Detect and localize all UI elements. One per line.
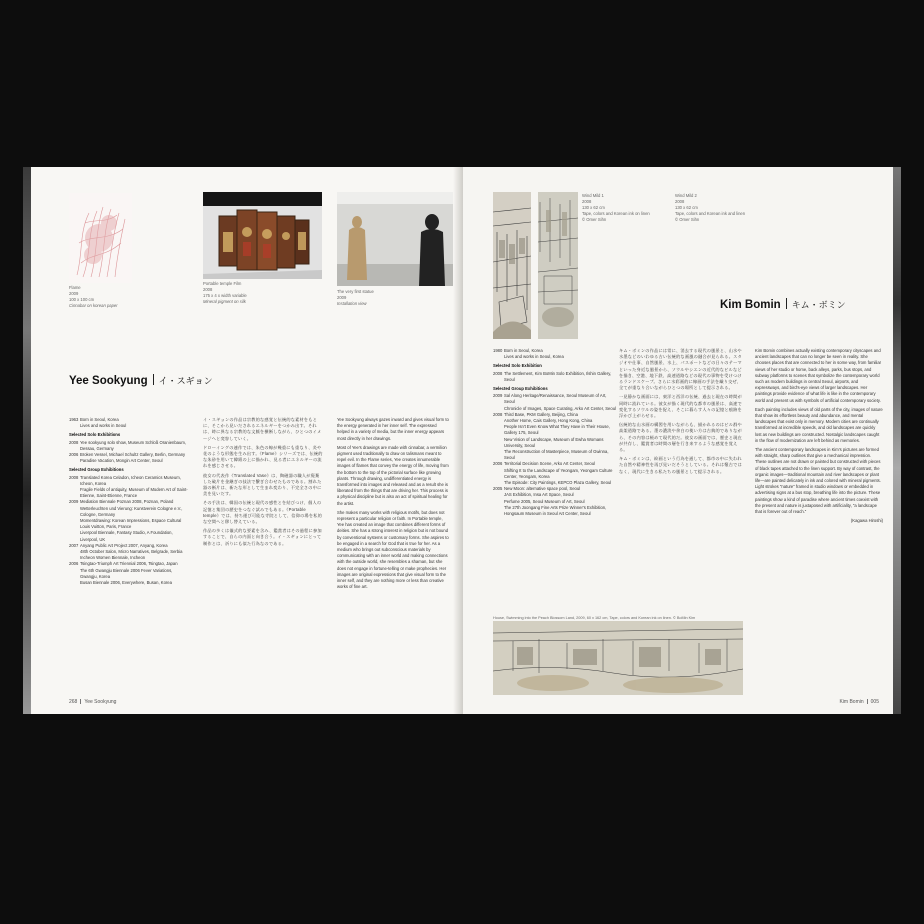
exhibition-year: 2009: [69, 499, 79, 505]
exhibition-year: [69, 518, 80, 530]
bio-year: [493, 354, 504, 360]
exhibition-year: [69, 506, 80, 518]
exhibition-text: The 27th Joongang Fine Arts Prize Winner's Exhibition, Hongsaum Museum in Seoul Art Center, Seoul: [504, 504, 607, 517]
exhibition-text: Third Base, PKM Gallery, Beijing, China: [504, 411, 578, 417]
exhibition-row: [69, 487, 191, 499]
exhibition-year: 2008: [69, 439, 79, 445]
exhibition-text: The Episode: City Paintings, KEPCO Plaza Gallery, Seoul: [504, 480, 612, 486]
statue-installation-image: [337, 192, 453, 286]
exhibitions-column: [69, 417, 191, 586]
english-paragraph: Kim Bomin combines actually existing contemporary cityscapes and ancient landscapes that can no longer be seen in reality. She chooses places that are connected to her in some way, from familiar views of her studio or home, back alleys, parks, bus stops, and subway platforms to scenes that symbolize the contemporary world such as modern buildings in central Seoul, airports, and expressways, and bird's-eye views of larger landscapes. Her paintings provide evidence of what life is like in the contemporary world and present us with symbols of artificial contemporary society.: [755, 348, 882, 403]
caption-line: 175 x 4 x width variable: [203, 293, 247, 298]
exhibition-text: Territorial Decision Scene, Arko Art Center, Seoul: [504, 461, 596, 467]
exhibition-row: [69, 568, 191, 580]
exhibition-row: [493, 393, 617, 405]
exhibition-text: 48th October Salon, Micro Narratives, Belgrade, Serbia: [80, 549, 183, 555]
page-number: 005: [870, 699, 879, 705]
footer-artist-name: Kim Bomin: [839, 699, 864, 705]
exhibition-text: Mediation Biennale Poznan 2008, Poznan, Poland: [80, 499, 174, 505]
caption-line: Tape, colors and Korean ink and linen: [675, 211, 746, 216]
exhibition-year: 2009: [493, 393, 503, 399]
caption-line: House, Swimming into the Peach Blossom Land, 2009, 60 x 162 cm, Tape, colors and Korean ink on linen. © BoMin Kim: [493, 616, 696, 620]
exhibition-text: The 6th Gwangju Biennale 2006 Fever Variations, Gwangju, Korea: [80, 567, 173, 579]
japanese-paragraph: 伝統的な山水画の構図を用いながらも、描かれるのはビル群や高架道路である。墨の濃淡や余白の使い方は古典的でありながら、その内容は極めて現代的だ。彼女の画面では、歴史と現在が共存し、鑑賞者は時間の層を行き来するような感覚を覚える。: [619, 422, 742, 453]
right-page-footer: [839, 699, 879, 705]
bio-year: 1980: [493, 348, 503, 353]
japanese-paragraph: その手法は、韓国の伝統と現代の感性とを結びつけ、個人の記憶と集団の歴史をつなぐ試みでもある。《Portable temple》では、持ち運び可能な寺院として、信仰の場を私的な空間へと移し替えている。: [203, 500, 322, 525]
exhibition-text: Translated Korea Celadon, Icheon Ceramics Museum, Icheon, Korea: [80, 474, 181, 486]
exhibition-year: 2007: [69, 542, 79, 548]
exhibition-row: [69, 440, 191, 452]
caption-line: The very first statue: [337, 289, 374, 294]
caption-line: 130 x 62 cm: [582, 205, 605, 210]
exhibition-row: [493, 449, 617, 461]
caption-line: 2009: [337, 295, 347, 300]
right-page-edge-photo: [893, 167, 901, 714]
exhibition-row: [69, 475, 191, 487]
exhibition-year: 2006: [69, 561, 79, 567]
exhibition-row: [493, 468, 617, 480]
group-exhibitions-heading: Selected Group Exhibitions: [69, 467, 124, 473]
caption-line: Wind Mild 2: [675, 193, 697, 198]
artist-name-jp: イ・スギョン: [158, 376, 213, 386]
bio-row: [493, 354, 617, 360]
english-paragraph: Yee Sookyung always gazes inward and gives visual form to the energy generated in her inner self. The expressed helped in a variety of media, but the inner energy appears most directly in her drawings.: [337, 417, 449, 441]
japanese-essay-column: [203, 417, 323, 550]
exhibition-row: [493, 424, 617, 436]
exhibition-row: [69, 580, 191, 586]
exhibition-text: JAS Exhibition, Insa Art Space, Seoul: [504, 492, 574, 498]
caption-line: Wind Mild 1: [582, 193, 604, 198]
exhibition-text: Yee sookyung solo show, Museum Schloß Oranienbaum, Dessau, Germany: [80, 439, 186, 451]
exhibition-text: People Isn't Even Know What They Have in Their House, Gallery 175, Seoul: [504, 424, 610, 436]
japanese-paragraph: 彼女の代表作《Translated Vase》は、陶磁器の職人が廃棄した破片を金継ぎの技法で繋ぎ合わせたものである。割れた器の断片は、新たな形として生まれ変わり、不完全さの中に美を見いだす。: [203, 472, 322, 497]
exhibition-year: [69, 458, 80, 464]
exhibition-text: Sal Along Heritage/Renaissance, Seoul Museum of Art, Seoul: [504, 393, 607, 405]
english-paragraph: Most of Yee's drawings are made with cinnabar, a vermilion pigment used traditionally to draw on talismans meant to repel evil. In the Flame series, Yee creates innumerable images of flames that convey the energy of life, moving from the bottom to the top of the pictorial surface like growing plants. Through drawing, undifferentiated energy is transformed into images and released and as a result she is liberated from the things that are driving her. This process is a physical discipline but is also an act of spiritual healing for the artist.: [337, 444, 449, 506]
exhibition-row: [493, 505, 617, 517]
exhibition-year: 2008: [69, 474, 79, 480]
left-page-edge-photo: [23, 167, 31, 714]
book-spread: [23, 167, 901, 714]
exhibition-year: [493, 468, 504, 480]
japanese-paragraph: イ・スギョンの作品は宗教的な感覚と伝統的な素材をもとに、そこから見いだされるエネルギーをつかみ出す。それは、時に異なる宗教的な文脈を横断しながら、ひとつのイメージへと変容していく。: [203, 417, 322, 441]
caption-line: 100 x 100 cm: [69, 297, 95, 302]
english-essay-column: [755, 348, 883, 524]
right-page: [463, 167, 901, 714]
exhibition-year: [493, 424, 504, 436]
wind-mild-1-image: [493, 192, 531, 339]
footer-divider: [867, 699, 868, 704]
english-essay-column: [337, 417, 449, 593]
flame-artwork-image: [69, 193, 132, 283]
wind-mild-2-caption: [675, 193, 745, 223]
exhibition-text: Anyang Public Art Project 2007, Anyang, Korea: [80, 542, 168, 548]
exhibition-text: The Settlement, Kim BoMin Solo Exhibition, Ilshin Gallery, Seoul: [504, 370, 612, 382]
exhibition-text: Shifting It to the Landscape of Yeongam, Yeongam Culture Center, Yeongam, Korea: [504, 467, 613, 479]
exhibition-text: Perfume 2005, Seoul Museum of Art, Seoul: [504, 498, 585, 504]
exhibition-year: 2008: [493, 370, 503, 376]
english-paragraph: She makes many works with religious motifs, but does not represent a particular religion or faith. In Portable temple, Yee has created an image that combines different forms of deities. She has a strong interest in religion but is not bound by conventional systems or customary forms. She aspires to be engaged in a search for God that is true for her. As a medium who brings out subconscious materials by communicating with an inner world and making connections with the outside world, she resembles a shaman, but she does not engage in fortune-telling or make prophecies. Her images are original expressions that give visual form to the inner self, and they are nothing more or less than creative works of fine art.: [337, 509, 449, 590]
portable-temple-caption: [203, 281, 247, 305]
exhibition-year: 2005: [493, 486, 503, 492]
exhibition-text: Fragile Fields of antiquity, Museum of Modern Art of Saint-Etienne, Saint-Etienne, France: [80, 487, 188, 499]
exhibition-year: 2006: [493, 461, 503, 467]
artist-name: Yee Sookyung: [69, 375, 148, 387]
japanese-paragraph: キム・ボミンの作品には常に、消去する現代の風景と、山水や水墨などのいわゆる古い伝統的な画風の融合が見られる。スタジオや仕事、自然風景、水上、パスポートなどの日々のテーマといった身近な風景から、ソウルやシエンの近代的なビルなどを描き、空港、地下鉄、高速道路などの現代の事物を受けつけるランドスケープ。さらに水彩画的に線画の手法を織り交ぜ、全てが重なり合いながらひとつの場所として提示される。: [619, 348, 742, 391]
wind-mild-1-caption: [582, 193, 650, 223]
essay-credit: (Kagawa Hiroshi): [850, 518, 883, 524]
exhibition-year: 2006: [69, 452, 79, 458]
caption-line: 2008: [203, 287, 213, 292]
exhibition-year: [69, 568, 80, 580]
exhibition-text: Liverpool Biennale, Fantasy Studio, A Foundation, Liverpool, UK: [80, 530, 173, 542]
exhibition-year: [69, 487, 80, 499]
footer-divider: [80, 699, 81, 704]
exhibition-row: [69, 530, 191, 542]
japanese-paragraph: キム・ボミンは、絵画という行為を通して、都市の中に失われた自然や精神性を再び見いだそうとしている。それは懐古ではなく、現代に生きる私たちの風景として提示される。: [619, 456, 742, 474]
caption-line: © Omer Sihn: [582, 217, 607, 222]
solo-exhibitions-heading: Selected Solo Exhibitions: [69, 432, 121, 438]
solo-exhibition-heading: Selected Solo Exhibition: [493, 363, 542, 369]
bio-text: Lives and works in Seoul, Korea: [504, 354, 564, 360]
caption-line: Mineral pigment on silk: [203, 299, 246, 304]
exhibition-row: [493, 371, 617, 383]
caption-line: © Omer Sihn: [675, 217, 700, 222]
exhibition-year: [493, 505, 504, 517]
exhibition-text: Incheon Women Biennale, Incheon: [80, 555, 146, 561]
exhibition-text: Wetterleuchten und Vierung: Kunstverein Cologne e.V., Cologne, Germany: [80, 505, 183, 517]
exhibition-text: New Vision of Landscape, Museum of Ewha Womans University, Seoul: [504, 436, 604, 448]
left-page: [23, 167, 461, 714]
bio-row: [69, 423, 191, 429]
footer-artist-name: Yee Sookyung: [84, 699, 117, 705]
exhibition-row: [69, 518, 191, 530]
exhibition-text: Chronicle of Images, Space Curating, Arko Art Center, Seoul: [504, 405, 616, 411]
bio-year: [69, 423, 80, 429]
english-paragraph: Each painting includes views of old parts of the city, images of nature that show its effortless beauty and abundance, and mental landscapes that exist only in memory. Modern cities are continually transformed at incredible speeds, and old landscapes are quickly lost as new buildings are constructed. Nostalgic landscapes caught in the flow of modernization are left behind as memories.: [755, 406, 883, 443]
exhibition-row: [69, 506, 191, 518]
panorama-artwork-image: [493, 621, 743, 695]
group-exhibitions-heading: Selected Group Exhibitions: [493, 386, 548, 392]
caption-line: 2008: [675, 199, 685, 204]
caption-line: 130 x 62 cm: [675, 205, 698, 210]
title-divider: [786, 298, 787, 309]
exhibition-text: Momentdrawing: Korean Impressions, Espace Cultural Louis Vuitton, Paris, France: [80, 518, 182, 530]
exhibition-year: [69, 580, 80, 586]
artist-title: [720, 298, 846, 311]
caption-line: Tape, colors and Korean ink on linen: [582, 211, 650, 216]
exhibition-text: Paradise Vacation, Mongin Art Center, Seoul: [80, 458, 163, 464]
japanese-paragraph: 作品の多くは儀式的な要素を含み、鑑賞者はその過程に参加することで、自らの内面と向き合う。イ・スギョンにとって制作とは、祈りにも似た行為なのである。: [203, 528, 322, 546]
exhibition-text: Busan Biennale 2006, Everywhere, Busan, Korea: [80, 580, 172, 586]
artist-name-jp: キム・ボミン: [791, 300, 846, 310]
wind-mild-2-image: [538, 192, 578, 339]
exhibition-year: 2008: [493, 411, 503, 417]
exhibition-text: New Moon: alternative space pool, Seoul: [504, 486, 581, 492]
caption-line: 2008: [582, 199, 592, 204]
artist-title: [69, 374, 213, 387]
exhibition-year: [493, 449, 504, 461]
exhibition-row: [69, 458, 191, 464]
caption-line: Portable temple Film: [203, 281, 242, 286]
exhibition-text: Broken Vessel, Michael Schultz Gallery, Berlin, Germany: [80, 452, 186, 458]
exhibition-text: Tsingtao-Triumph Art Triennial 2006, Tsingtao, Japan: [80, 561, 178, 567]
caption-line: Cinnabar on korean paper: [69, 303, 118, 308]
exhibition-text: Another Home, Cais Gallery, Hong Kong, China: [504, 418, 593, 424]
english-paragraph: The ancient contemporary landscapes in Kim's pictures are formed with straight, sharp outlines that give a mechanical impression. These outlines are not drawn or painted but constructed with pieces of black tapes attached to the linen support. By way of contrast, the organic images—traditional mountain and river landscapes or plant life—are painted delicately in ink and colored with mineral pigments. Light strokes "nature" framed in studio windows or embedded in advertising signs at a bus stop, breathing life into the picture. These paintings show a kind of paradise where ancient times coexist with the present and nature is juxtaposed with artificiality, "a landscape that is forever out of reach.": [755, 447, 881, 515]
bio-text: Lives and works in Seoul: [80, 423, 127, 429]
exhibition-text: The Reconstruction of Masterpiece, Museum of Gwinna, Seoul: [504, 449, 609, 461]
page-number: 268: [69, 699, 78, 705]
bio-text: Born in Seoul, Korea: [80, 417, 119, 422]
caption-line: Installation view: [337, 301, 367, 306]
artist-name: Kim Bomin: [720, 299, 781, 311]
exhibition-row: [493, 437, 617, 449]
flame-artwork-caption: [69, 285, 118, 309]
exhibitions-column: [493, 348, 617, 517]
caption-line: Flame: [69, 285, 81, 290]
portable-temple-image: [203, 192, 322, 279]
title-divider: [153, 374, 154, 385]
caption-line: 2009: [69, 291, 79, 296]
exhibition-year: [493, 437, 504, 449]
japanese-essay-column: [619, 348, 743, 478]
exhibition-year: [69, 530, 80, 542]
japanese-paragraph: ドローイングの連作では、朱色の線が幾重にも重なり、炎や花のような形態を生み出す。《Flame》シリーズでは、伝統的な朱砂を用いて韓紙の上に描かれ、見る者にエネルギーの流れを感じさせる。: [203, 444, 323, 469]
bio-year: 1963: [69, 417, 79, 422]
statue-installation-caption: [337, 289, 374, 307]
bio-text: Born in Seoul, Korea: [504, 348, 543, 353]
left-page-footer: [69, 699, 116, 705]
japanese-paragraph: 一見静かな画面には、東洋と西洋の伝統、過去と現在の時間が同時に流れている。彼女が描く現代的な都市の風景は、高速で変化するソウルの姿を捉え、そこに暮らす人々の記憶と痕跡を浮かび上がらせる。: [619, 394, 742, 419]
